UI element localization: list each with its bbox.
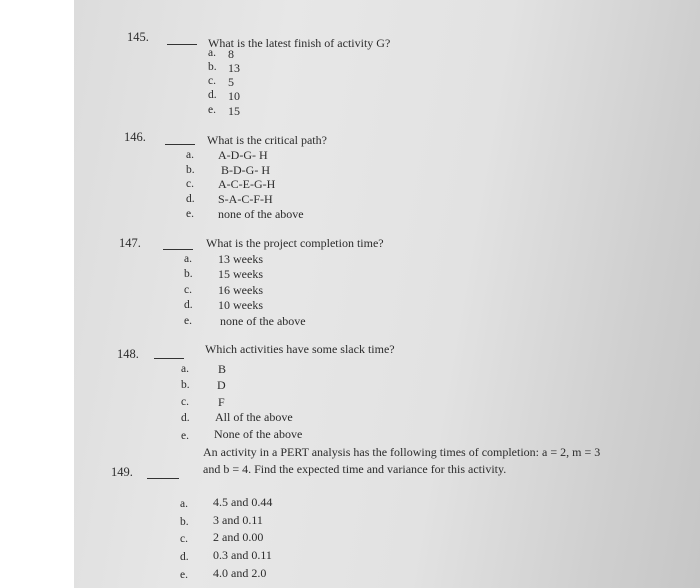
- option-letter: a.: [186, 149, 194, 161]
- option-letter: d.: [186, 193, 195, 205]
- option-letter: d.: [180, 551, 189, 563]
- option-text: 2 and 0.00: [213, 530, 264, 544]
- option-letter: a.: [208, 47, 216, 59]
- option-text: All of the above: [215, 410, 293, 424]
- option-text: S-A-C-F-H: [218, 192, 273, 206]
- question-stem: Which activities have some slack time?: [205, 342, 395, 356]
- option-letter: e.: [184, 315, 192, 327]
- question-stem: What is the latest finish of activity G?: [208, 36, 391, 50]
- answer-blank[interactable]: [154, 358, 184, 359]
- question-number: 148.: [117, 347, 139, 361]
- option-text: None of the above: [214, 427, 303, 441]
- question-number: 147.: [119, 236, 141, 250]
- option-text: B-D-G- H: [221, 163, 270, 177]
- option-text: A-D-G- H: [218, 148, 268, 162]
- option-letter: c.: [184, 284, 192, 296]
- option-text: none of the above: [218, 207, 304, 221]
- option-text: 4.0 and 2.0: [213, 566, 267, 580]
- option-letter: a.: [180, 498, 188, 510]
- option-text: 5: [228, 75, 234, 89]
- option-text: 15: [228, 104, 240, 118]
- option-text: 16 weeks: [218, 283, 263, 297]
- option-text: 13 weeks: [218, 252, 263, 266]
- option-letter: d.: [181, 412, 190, 424]
- option-text: 0.3 and 0.11: [213, 548, 272, 562]
- option-letter: e.: [181, 430, 189, 442]
- option-letter: c.: [181, 396, 189, 408]
- question-number: 146.: [124, 130, 146, 144]
- option-letter: c.: [208, 75, 216, 87]
- question-number: 145.: [127, 30, 149, 44]
- option-letter: b.: [184, 268, 193, 280]
- answer-blank[interactable]: [167, 44, 197, 45]
- option-text: A-C-E-G-H: [218, 177, 276, 191]
- option-text: 4.5 and 0.44: [213, 495, 273, 509]
- question-stem: What is the critical path?: [207, 133, 327, 147]
- question-stem: What is the project completion time?: [206, 236, 384, 250]
- option-letter: c.: [186, 178, 194, 190]
- option-letter: b.: [181, 379, 190, 391]
- option-letter: b.: [208, 61, 217, 73]
- option-letter: c.: [180, 533, 188, 545]
- option-text: 3 and 0.11: [213, 513, 263, 527]
- answer-blank[interactable]: [165, 144, 195, 145]
- question-stem-line-2: and b = 4. Find the expected time and variance for this activity.: [203, 462, 507, 476]
- option-text: 13: [228, 61, 240, 75]
- question-number: 149.: [111, 465, 133, 479]
- question-stem-line-1: An activity in a PERT analysis has the following times of completion: a = 2, m = 3: [203, 445, 601, 459]
- answer-blank[interactable]: [163, 249, 193, 250]
- option-text: none of the above: [220, 314, 306, 328]
- option-letter: d.: [184, 299, 193, 311]
- option-text: D: [217, 378, 226, 392]
- option-letter: b.: [180, 516, 189, 528]
- option-text: 10: [228, 89, 240, 103]
- option-letter: d.: [208, 89, 217, 101]
- paper-sheet: [74, 0, 700, 588]
- option-letter: e.: [180, 569, 188, 581]
- option-letter: b.: [186, 164, 195, 176]
- option-text: 10 weeks: [218, 298, 263, 312]
- option-text: F: [218, 395, 225, 409]
- option-text: B: [218, 362, 227, 376]
- answer-blank[interactable]: [147, 478, 179, 479]
- option-letter: a.: [184, 253, 192, 265]
- option-letter: e.: [208, 104, 216, 116]
- option-text: 15 weeks: [218, 267, 263, 281]
- option-text: 8: [228, 47, 234, 61]
- option-letter: e.: [186, 208, 194, 220]
- option-letter: a.: [181, 363, 189, 375]
